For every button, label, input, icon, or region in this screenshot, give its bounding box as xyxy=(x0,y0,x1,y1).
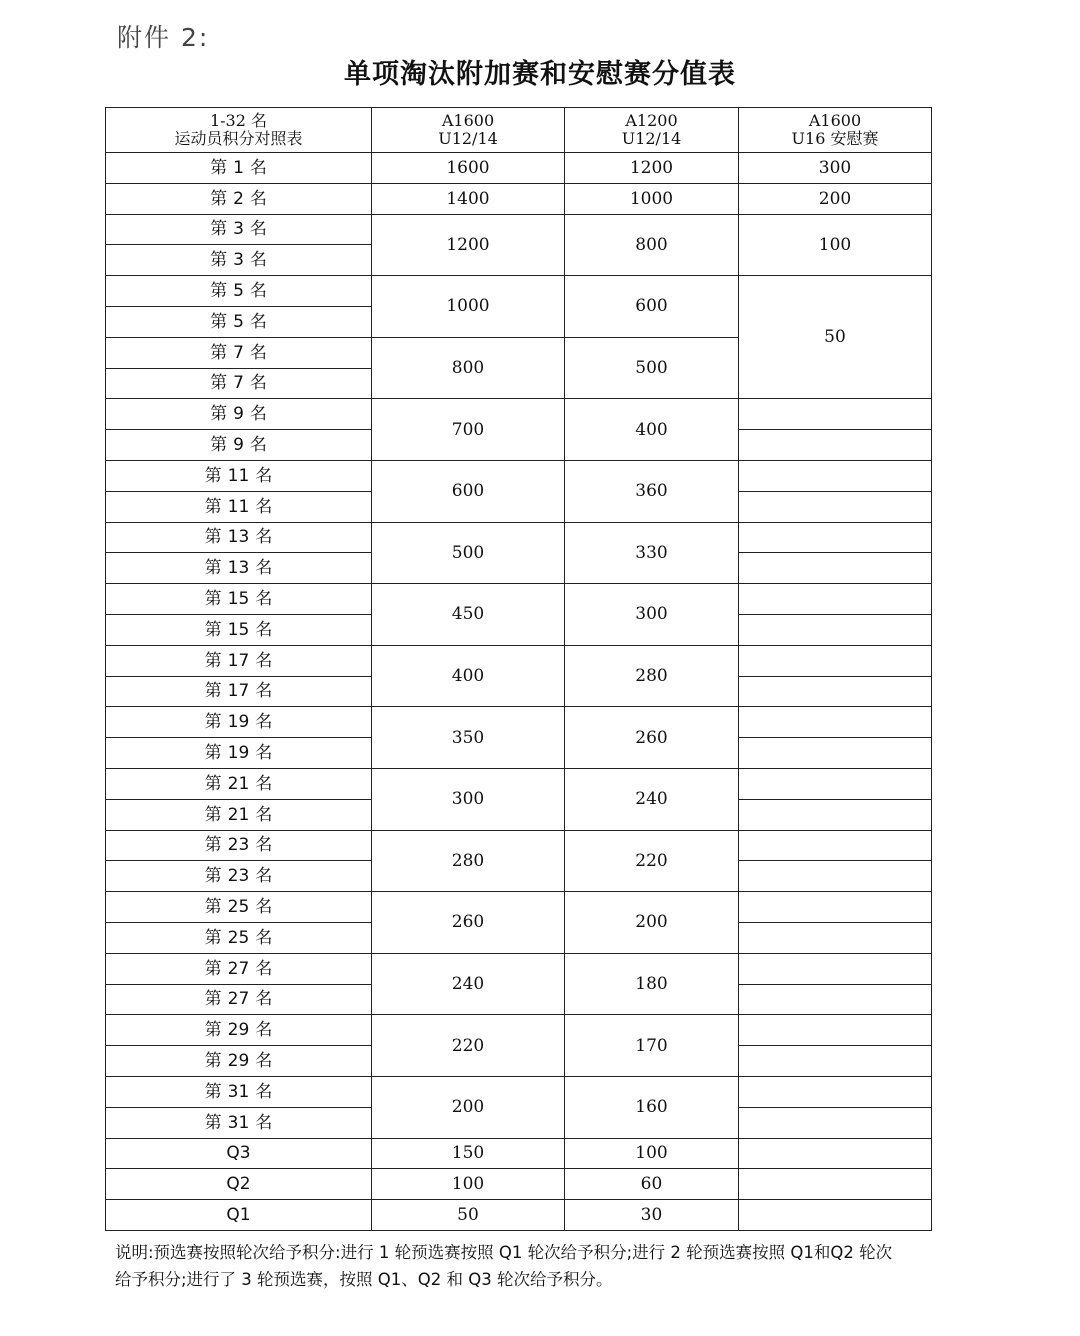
table-row xyxy=(106,276,932,307)
rank-cell: 第 5 名 xyxy=(106,276,372,307)
rank-cell: 第 11 名 xyxy=(106,491,372,522)
a1200-value: 60 xyxy=(565,1169,739,1200)
a1600-value: 800 xyxy=(372,337,565,399)
a1600-value: 100 xyxy=(372,1169,565,1200)
u16-empty xyxy=(739,768,932,799)
u16-empty xyxy=(739,645,932,676)
u16-value: 50 xyxy=(739,276,932,399)
a1200-value: 180 xyxy=(565,953,739,1015)
table-row xyxy=(106,153,932,184)
rank-cell: 第 19 名 xyxy=(106,738,372,769)
u16-empty xyxy=(739,1200,932,1231)
table-row xyxy=(106,1015,932,1046)
a1600-value: 700 xyxy=(372,399,565,461)
table-row xyxy=(106,953,932,984)
qualifier-label: Q1 xyxy=(106,1200,372,1231)
a1200-value: 300 xyxy=(565,584,739,646)
table-row xyxy=(106,214,932,245)
a1200-value: 1200 xyxy=(565,153,739,184)
u16-empty xyxy=(739,1169,932,1200)
rank-cell: 第 21 名 xyxy=(106,768,372,799)
a1600-value: 300 xyxy=(372,768,565,830)
u16-empty xyxy=(739,861,932,892)
u16-empty xyxy=(739,738,932,769)
a1200-value: 500 xyxy=(565,337,739,399)
page-title: 单项淘汰附加赛和安慰赛分值表 xyxy=(344,59,736,90)
a1200-value: 220 xyxy=(565,830,739,892)
a1600-value: 450 xyxy=(372,584,565,646)
rank-cell: 第 23 名 xyxy=(106,861,372,892)
rank-cell: 第 21 名 xyxy=(106,799,372,830)
table-row xyxy=(106,707,932,738)
u16-empty xyxy=(739,522,932,553)
header-a1600: A1600 U12/14 xyxy=(372,108,565,153)
u16-empty xyxy=(739,553,932,584)
a1200-value: 600 xyxy=(565,276,739,338)
rank-cell: 第 7 名 xyxy=(106,368,372,399)
table-row xyxy=(106,830,932,861)
qualifier-label: Q2 xyxy=(106,1169,372,1200)
points-table xyxy=(105,107,932,1231)
table-row xyxy=(106,768,932,799)
a1200-value: 160 xyxy=(565,1076,739,1138)
u16-empty xyxy=(739,799,932,830)
a1200-value: 280 xyxy=(565,645,739,707)
rank-cell: 第 9 名 xyxy=(106,399,372,430)
table-row xyxy=(106,1076,932,1107)
u16-empty xyxy=(739,922,932,953)
rank-cell: 第 29 名 xyxy=(106,1046,372,1077)
note-line-1: 说明:预选赛按照轮次给予积分:进行 1 轮预选赛按照 Q1 轮次给予积分;进行 2 轮预选赛按照 Q1和Q2 轮次 xyxy=(115,1243,893,1262)
a1200-value: 400 xyxy=(565,399,739,461)
a1600-value: 1600 xyxy=(372,153,565,184)
note xyxy=(115,1239,1025,1293)
a1200-value: 240 xyxy=(565,768,739,830)
u16-empty xyxy=(739,399,932,430)
a1600-value: 220 xyxy=(372,1015,565,1077)
rank-cell: 第 5 名 xyxy=(106,306,372,337)
rank-cell: 第 2 名 xyxy=(106,183,372,214)
rank-cell: 第 9 名 xyxy=(106,430,372,461)
rank-cell: 第 13 名 xyxy=(106,522,372,553)
u16-empty xyxy=(739,584,932,615)
rank-cell: 第 17 名 xyxy=(106,676,372,707)
rank-cell: 第 15 名 xyxy=(106,584,372,615)
u16-empty xyxy=(739,1138,932,1169)
u16-empty xyxy=(739,1107,932,1138)
table-row xyxy=(106,892,932,923)
qualifier-label: Q3 xyxy=(106,1138,372,1169)
a1200-value: 30 xyxy=(565,1200,739,1231)
header-a1200: A1200 U12/14 xyxy=(565,108,739,153)
rank-cell: 第 17 名 xyxy=(106,645,372,676)
u16-empty xyxy=(739,491,932,522)
table-row xyxy=(106,1138,932,1169)
a1600-value: 50 xyxy=(372,1200,565,1231)
a1600-value: 150 xyxy=(372,1138,565,1169)
rank-cell: 第 19 名 xyxy=(106,707,372,738)
rank-cell: 第 3 名 xyxy=(106,245,372,276)
a1600-value: 200 xyxy=(372,1076,565,1138)
u16-empty xyxy=(739,984,932,1015)
a1200-value: 330 xyxy=(565,522,739,584)
u16-value: 200 xyxy=(739,183,932,214)
header-u16: A1600 U16 安慰赛 xyxy=(739,108,932,153)
attachment-label: 附件 2: xyxy=(117,23,210,52)
rank-cell: 第 25 名 xyxy=(106,922,372,953)
table-row xyxy=(106,460,932,491)
u16-empty xyxy=(739,707,932,738)
table-row xyxy=(106,584,932,615)
a1600-value: 350 xyxy=(372,707,565,769)
u16-empty xyxy=(739,1076,932,1107)
rank-cell: 第 31 名 xyxy=(106,1107,372,1138)
rank-cell: 第 27 名 xyxy=(106,953,372,984)
a1600-value: 400 xyxy=(372,645,565,707)
a1600-value: 1000 xyxy=(372,276,565,338)
rank-cell: 第 1 名 xyxy=(106,153,372,184)
a1600-value: 600 xyxy=(372,460,565,522)
a1600-value: 500 xyxy=(372,522,565,584)
a1600-value: 240 xyxy=(372,953,565,1015)
a1200-value: 800 xyxy=(565,214,739,276)
rank-cell: 第 15 名 xyxy=(106,614,372,645)
a1600-value: 1200 xyxy=(372,214,565,276)
note-line-2: 给予积分;进行了 3 轮预选赛，按照 Q1、Q2 和 Q3 轮次给予积分。 xyxy=(115,1270,613,1289)
a1200-value: 200 xyxy=(565,892,739,954)
rank-cell: 第 27 名 xyxy=(106,984,372,1015)
rank-cell: 第 3 名 xyxy=(106,214,372,245)
table-row xyxy=(106,645,932,676)
u16-value: 100 xyxy=(739,214,932,276)
a1600-value: 260 xyxy=(372,892,565,954)
a1200-value: 100 xyxy=(565,1138,739,1169)
a1600-value: 1400 xyxy=(372,183,565,214)
rank-cell: 第 7 名 xyxy=(106,337,372,368)
table-row xyxy=(106,1200,932,1231)
table-header-row xyxy=(106,108,932,153)
a1200-value: 170 xyxy=(565,1015,739,1077)
u16-empty xyxy=(739,1015,932,1046)
rank-cell: 第 29 名 xyxy=(106,1015,372,1046)
a1200-value: 360 xyxy=(565,460,739,522)
table-row xyxy=(106,522,932,553)
u16-empty xyxy=(739,953,932,984)
header-rank: 1-32 名 运动员积分对照表 xyxy=(106,108,372,153)
a1600-value: 280 xyxy=(372,830,565,892)
u16-empty xyxy=(739,1046,932,1077)
table-row xyxy=(106,183,932,214)
rank-cell: 第 25 名 xyxy=(106,892,372,923)
a1200-value: 1000 xyxy=(565,183,739,214)
u16-empty xyxy=(739,830,932,861)
u16-empty xyxy=(739,614,932,645)
u16-empty xyxy=(739,430,932,461)
a1200-value: 260 xyxy=(565,707,739,769)
u16-empty xyxy=(739,460,932,491)
u16-empty xyxy=(739,892,932,923)
rank-cell: 第 23 名 xyxy=(106,830,372,861)
rank-cell: 第 31 名 xyxy=(106,1076,372,1107)
table-row xyxy=(106,399,932,430)
u16-empty xyxy=(739,676,932,707)
table-row xyxy=(106,1169,932,1200)
rank-cell: 第 13 名 xyxy=(106,553,372,584)
rank-cell: 第 11 名 xyxy=(106,460,372,491)
u16-value: 300 xyxy=(739,153,932,184)
